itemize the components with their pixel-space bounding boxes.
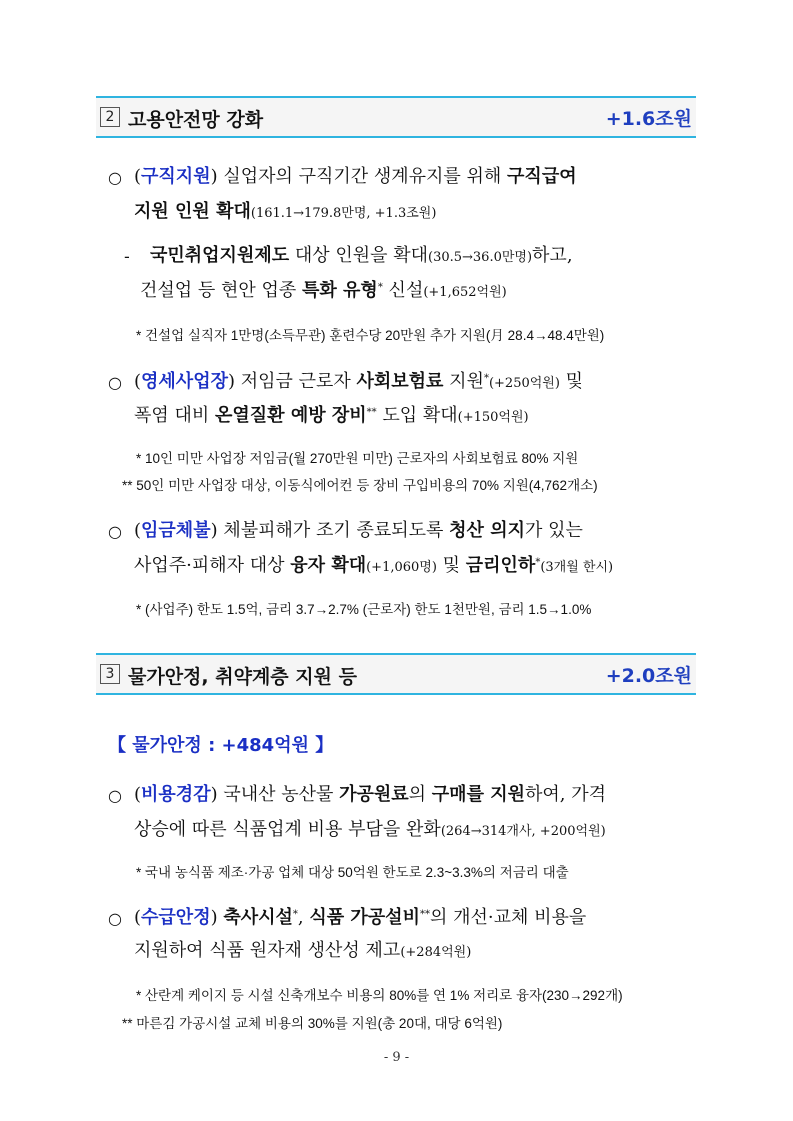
footnote: * 건설업 실직자 1만명(소득무관) 훈련수당 20만원 추가 지원(月 28.4→48.4만원): [136, 328, 605, 343]
topic-tag: 임금체불: [141, 520, 211, 541]
paragraph-line: (구직지원) 실업자의 구직기간 생계유지를 위해 구직급여: [134, 166, 577, 187]
paragraph-line: (수급안정) 축사시설*, 식품 가공설비**의 개선·교체 비용을: [134, 907, 587, 928]
section-2-amount: +1.6조원: [605, 108, 692, 130]
topic-tag: 비용경감: [141, 784, 211, 805]
paragraph-line: 사업주·피해자 대상 융자 확대(+1,060명) 및 금리인하*(3개월 한시): [134, 555, 614, 576]
section-3-title: 물가안정, 취약계층 지원 등: [128, 666, 357, 688]
paragraph-line: 상승에 따른 식품업계 비용 부담을 완화(264→314개사, +200억원): [134, 819, 606, 840]
bullet: ○: [108, 786, 122, 805]
section-2-number: 2: [100, 107, 120, 127]
footnote: * 10인 미만 사업장 저임금(월 270만원 미만) 근로자의 사회보험료 80% 지원: [136, 451, 579, 466]
bullet: ○: [108, 168, 122, 187]
topic-tag: 영세사업장: [141, 371, 228, 392]
bullet: ○: [108, 373, 122, 392]
footnote: * (사업주) 한도 1.5억, 금리 3.7→2.7% (근로자) 한도 1천만원, 금리 1.5→1.0%: [136, 602, 592, 617]
section-3-amount: +2.0조원: [605, 665, 692, 687]
section-2-header: [96, 96, 696, 138]
bullet: ○: [108, 909, 122, 928]
footnote: * 산란계 케이지 등 시설 신축개보수 비용의 80%를 연 1% 저리로 융자(230→292개): [136, 988, 623, 1003]
bullet: ○: [108, 522, 122, 541]
paragraph-line: 폭염 대비 온열질환 예방 장비** 도입 확대(+150억원): [134, 405, 529, 426]
footnote: * 국내 농식품 제조·가공 업체 대상 50억원 한도로 2.3~3.3%의 저금리 대출: [136, 865, 569, 880]
section-2-title: 고용안전망 강화: [128, 109, 264, 131]
paragraph-line: 국민취업지원제도 대상 인원을 확대(30.5→36.0만명)하고,: [150, 245, 573, 266]
subsection-heading: 【 물가안정 : +484억원 】: [108, 735, 334, 756]
section-3-number: 3: [100, 664, 120, 684]
paragraph-line: (비용경감) 국내산 농산물 가공원료의 구매를 지원하여, 가격: [134, 784, 607, 805]
paragraph-line: 지원 인원 확대(161.1→179.8만명, +1.3조원): [134, 201, 437, 222]
paragraph-line: 지원하여 식품 원자재 생산성 제고(+284억원): [134, 940, 472, 961]
paragraph-line: (임금체불) 체불피해가 조기 종료되도록 청산 의지가 있는: [134, 520, 583, 541]
section-3-header: [96, 653, 696, 695]
dash-marker: -: [124, 247, 130, 266]
footnote: ** 50인 미만 사업장 대상, 이동식에어컨 등 장비 구입비용의 70% 지원(4,762개소): [122, 478, 598, 493]
footnote: ** 마른김 가공시설 교체 비용의 30%를 지원(총 20대, 대당 6억원): [122, 1016, 503, 1031]
topic-tag: 구직지원: [141, 166, 211, 187]
paragraph-line: (영세사업장) 저임금 근로자 사회보험료 지원*(+250억원) 및: [134, 371, 584, 392]
paragraph-line: 건설업 등 현안 업종 특화 유형* 신설(+1,652억원): [140, 280, 507, 301]
page-number: - 9 -: [383, 1050, 410, 1065]
topic-tag: 수급안정: [141, 907, 211, 928]
